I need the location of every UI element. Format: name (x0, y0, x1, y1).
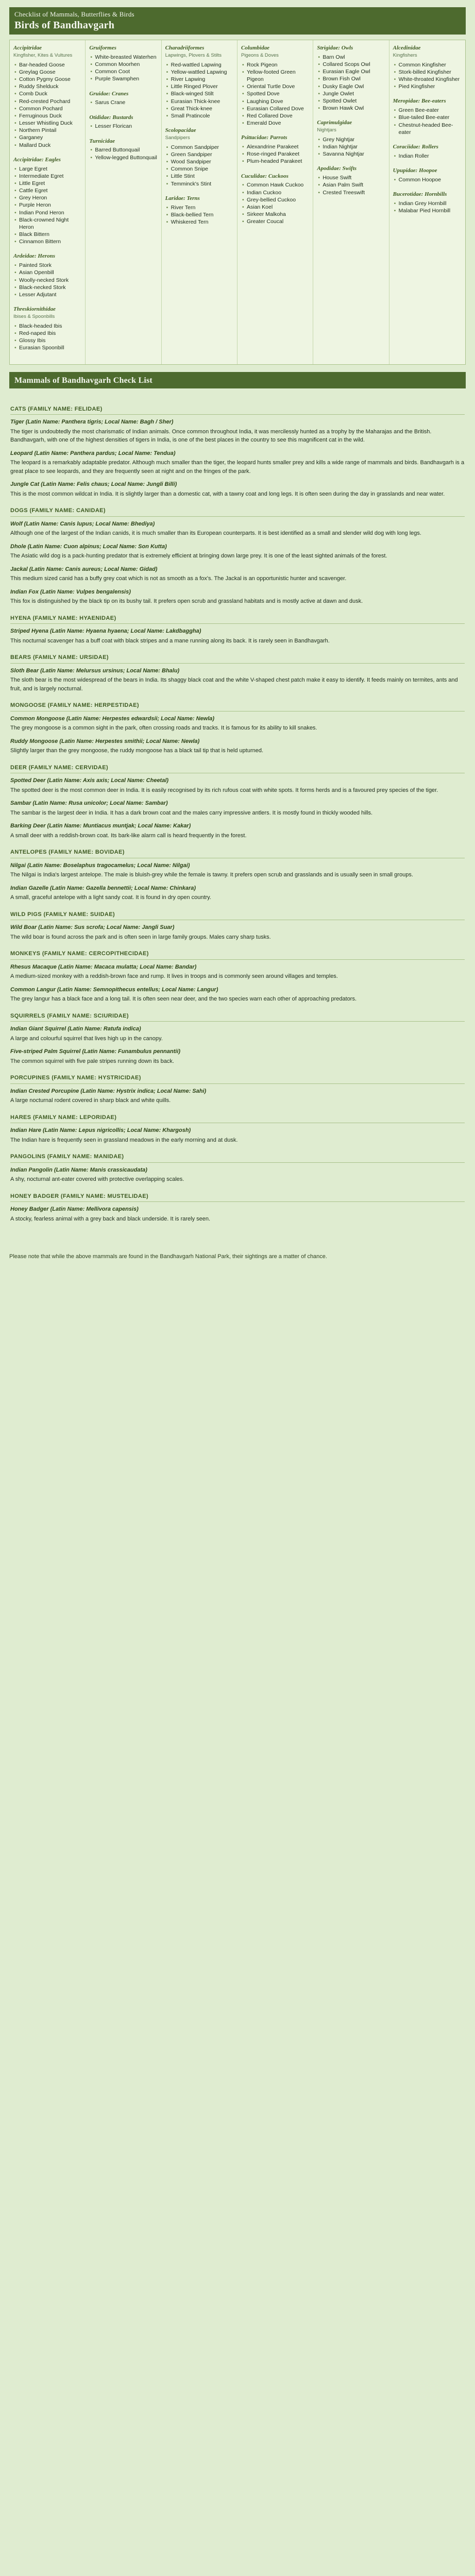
bird-family-title: Coraciidae: Rollers (393, 143, 438, 150)
bird-family-group (241, 134, 309, 165)
bird-family-group (317, 119, 385, 158)
bird-species-item: • Lesser Whistling Duck (13, 120, 81, 127)
bird-species-item: • Savanna Nightjar (317, 150, 385, 158)
bird-species-item: • Cattle Egret (13, 187, 81, 194)
bird-family-title: Accipitridae (13, 45, 42, 51)
species-name: Indian Hare (Latin Name: Lepus nigricollis; Local Name: Khargosh) (10, 1127, 191, 1133)
checklist-column (389, 40, 465, 364)
bird-species-item: • Asian Koel (241, 204, 309, 211)
bird-species-item: • Black-necked Stork (13, 284, 81, 291)
bird-family-subtitle: Sandpipers (165, 134, 190, 141)
bird-species-item: • Wood Sandpiper (165, 158, 233, 165)
species-description: This is the most common wildcat in India. It is slightly larger than a domestic cat, with a tawny coat and long legs. It is often seen during the day in grasslands and near water. (10, 490, 445, 497)
species-description: This fox is distinguished by the black tip on its bushy tail. It prefers open scrub and grassland habitats and is mostly active at dawn and dusk. (10, 598, 363, 604)
bird-family-group (13, 306, 81, 351)
bird-species-item: • Blue-tailed Bee-eater (393, 114, 462, 121)
bird-family-group (165, 195, 233, 226)
bird-species-item: • Indian Roller (393, 152, 462, 160)
bird-list (89, 99, 157, 106)
species-description: A shy, nocturnal ant-eater covered with protective overlapping scales. (10, 1176, 184, 1182)
bird-family-group (393, 167, 462, 183)
bird-family-group (13, 252, 81, 298)
bird-family-group (89, 90, 157, 107)
bird-family-group (89, 44, 157, 83)
family-heading: SQUIRRELS (FAMILY NAME: SCIURIDAE) (10, 1012, 465, 1022)
species-entry (10, 799, 465, 817)
bird-family-title: Strigidae: Owls (317, 45, 353, 51)
species-description: A large nocturnal rodent covered in sharp black and white quills. (10, 1097, 171, 1104)
bird-list (241, 143, 309, 165)
species-name: Sloth Bear (Latin Name: Melursus ursinus; Local Name: Bhalu) (10, 667, 180, 674)
species-name: Common Langur (Latin Name: Semnopithecus entellus; Local Name: Langur) (10, 986, 218, 993)
bird-list (393, 176, 462, 183)
bird-species-item: • Jungle Owlet (317, 90, 385, 97)
family-heading: WILD PIGS (FAMILY NAME: SUIDAE) (10, 910, 465, 921)
bird-family-group (393, 191, 462, 214)
bird-list (89, 146, 157, 161)
bird-list (317, 174, 385, 196)
bird-species-item: • Red-naped Ibis (13, 330, 81, 337)
bird-list (393, 200, 462, 214)
bird-species-item: • Laughing Dove (241, 98, 309, 105)
checklist-column (237, 40, 313, 364)
family-heading: ANTELOPES (FAMILY NAME: BOVIDAE) (10, 848, 465, 858)
species-entry (10, 627, 465, 645)
bird-family-group (393, 97, 462, 136)
bird-species-item: • Chestnut-headed Bee-eater (393, 122, 462, 136)
species-description: The leopard is a remarkably adaptable predator. Although much smaller than the tiger, the leopard hunts smaller prey and kills a wide range of mammals and birds. Bandhavgarh is a great place to see leopards, and they are frequently seen at night and on the fringes of the park. (10, 460, 465, 474)
species-description: This medium sized canid has a buffy grey coat which is not as smooth as a fox's. The Jackal is an opportunistic hunter and scavenger. (10, 575, 347, 582)
bird-species-item: • Alexandrine Parakeet (241, 143, 309, 150)
species-description: The sloth bear is the most widespread of the bears in India. Its shaggy black coat and the white V-shaped chest patch make it easy to identify. It feeds mainly on termites, ants and fruit, and is largely nocturnal. (10, 677, 458, 692)
species-name: Indian Pangolin (Latin Name: Manis crassicaudata) (10, 1166, 147, 1173)
species-name: Tiger (Latin Name: Panthera tigris; Local Name: Bagh / Sher) (10, 419, 174, 425)
species-name: Indian Fox (Latin Name: Vulpes bengalensis) (10, 588, 131, 595)
bird-species-item: • Black-bellied Tern (165, 211, 233, 218)
species-description: The Nilgai is India's largest antelope. The male is bluish-grey while the female is tawny. It prefers open scrub and grasslands and is usually seen in small groups. (10, 872, 413, 878)
species-entry (10, 1047, 465, 1065)
section-header (9, 372, 466, 388)
checklist-column (162, 40, 237, 364)
species-description: Although one of the largest of the Indian canids, it is much smaller than its European counterparts. It is best identified as a small and slender wild dog with long legs. (10, 530, 421, 536)
bird-species-item: • Plum-headed Parakeet (241, 158, 309, 165)
species-entry (10, 737, 465, 755)
bird-family-title: Gruiformes (89, 45, 116, 51)
bird-species-item: • Northern Pintail (13, 127, 81, 134)
family-heading: DOGS (FAMILY NAME: CANIDAE) (10, 506, 465, 517)
species-entry (10, 449, 465, 476)
bird-list (13, 165, 81, 246)
bird-species-item: • Garganey (13, 134, 81, 141)
bird-species-item: • Grey Heron (13, 194, 81, 201)
bird-list (89, 123, 157, 130)
bird-species-item: • Common Pochard (13, 105, 81, 112)
mammal-descriptions (9, 394, 466, 1244)
species-description: A small deer with a reddish-brown coat. Its bark-like alarm call is heard frequently in the forest. (10, 832, 247, 839)
species-entry (10, 1025, 465, 1043)
bird-family-title: Charadriiformes (165, 45, 205, 51)
bird-family-subtitle: Kingfishers (393, 52, 417, 58)
bird-list (241, 61, 309, 127)
bird-species-item: • Asian Openbill (13, 269, 81, 276)
species-description: A medium-sized monkey with a reddish-brown face and rump. It lives in troops and is commonly seen around villages and temples. (10, 973, 338, 979)
bird-species-item: • Dusky Eagle Owl (317, 83, 385, 90)
species-entry (10, 418, 465, 445)
bird-species-item: • Crested Treeswift (317, 189, 385, 196)
bird-species-item: • Barred Buttonquail (89, 146, 157, 154)
bird-family-subtitle: Nightjars (317, 127, 336, 133)
species-name: Barking Deer (Latin Name: Muntiacus muntjak; Local Name: Kakar) (10, 823, 191, 829)
species-description: A stocky, fearless animal with a grey back and black underside. It is rarely seen. (10, 1215, 211, 1222)
bird-family-subtitle: Pigeons & Doves (241, 52, 279, 58)
species-entry (10, 986, 465, 1004)
bird-checklist (9, 40, 466, 365)
bird-species-item: • Cinnamon Bittern (13, 238, 81, 245)
bird-species-item: • Purple Heron (13, 201, 81, 209)
bird-species-item: • Cotton Pygmy Goose (13, 76, 81, 83)
bird-species-item: • Indian Cuckoo (241, 189, 309, 196)
bird-family-subtitle: Lapwings, Plovers & Stilts (165, 52, 222, 58)
bird-species-item: • Lesser Florican (89, 123, 157, 130)
species-entry (10, 1087, 465, 1105)
bird-family-title: Ardeidae: Herons (13, 253, 55, 260)
bird-family-title: Caprimulgidae (317, 120, 352, 126)
bird-list (13, 323, 81, 352)
bird-family-title: Upupidae: Hoopoe (393, 167, 437, 174)
species-description: This nocturnal scavenger has a buff coat with black stripes and a mane running along its back. It is rarely seen in Bandhavgarh. (10, 637, 330, 644)
family-heading: HARES (FAMILY NAME: LEPORIDAE) (10, 1113, 465, 1124)
species-description: The Indian hare is frequently seen in grassland meadows in the early morning and at dusk. (10, 1137, 238, 1143)
bird-species-item: • Eurasian Eagle Owl (317, 68, 385, 75)
bird-species-item: • Eurasian Collared Dove (241, 105, 309, 112)
bird-family-group (317, 44, 385, 112)
bird-family-title: Threskiornithidae (13, 306, 56, 313)
species-name: Leopard (Latin Name: Panthera pardus; Local Name: Tendua) (10, 450, 176, 456)
species-description: The wild boar is found across the park and is often seen in large family groups. Males carry sharp tusks. (10, 934, 271, 940)
species-entry (10, 822, 465, 840)
bird-species-item: • Yellow-footed Green Pigeon (241, 69, 309, 83)
species-name: Spotted Deer (Latin Name: Axis axis; Local Name: Cheetal) (10, 777, 169, 784)
bird-family-group (241, 173, 309, 226)
bird-species-item: • Black-winged Stilt (165, 90, 233, 97)
bird-list (165, 61, 233, 120)
species-name: Indian Giant Squirrel (Latin Name: Ratufa indica) (10, 1026, 141, 1032)
bird-species-item: • Comb Duck (13, 90, 81, 97)
bird-list (393, 152, 462, 160)
bird-family-group (165, 127, 233, 188)
bird-species-item: • Black-headed Ibis (13, 323, 81, 330)
bird-list (13, 262, 81, 298)
bird-species-item: • Rock Pigeon (241, 61, 309, 69)
family-heading: HYENA (FAMILY NAME: HYAENIDAE) (10, 614, 465, 624)
bird-species-item: • Common Sandpiper (165, 144, 233, 151)
bird-species-item: • Intermediate Egret (13, 173, 81, 180)
bird-species-item: • Brown Fish Owl (317, 75, 385, 82)
species-name: Honey Badger (Latin Name: Mellivora capensis) (10, 1206, 139, 1212)
bird-list (165, 144, 233, 188)
species-name: Five-striped Palm Squirrel (Latin Name: Funambulus pennantii) (10, 1048, 181, 1055)
checklist-column (86, 40, 161, 364)
species-description: A large and colourful squirrel that lives high up in the canopy. (10, 1035, 163, 1042)
species-name: Striped Hyena (Latin Name: Hyaena hyaena; Local Name: Lakdbaggha) (10, 628, 201, 634)
species-entry (10, 963, 465, 981)
species-name: Jungle Cat (Latin Name: Felis chaus; Local Name: Jungli Billi) (10, 481, 177, 487)
bird-list (317, 54, 385, 112)
checklist-title: Checklist of Mammals, Butterflies & Birds (14, 10, 134, 18)
bird-species-item: • Large Egret (13, 165, 81, 173)
bird-species-item: • Barn Owl (317, 54, 385, 61)
bird-species-item: • Ruddy Shelduck (13, 83, 81, 90)
bird-family-group (13, 156, 81, 246)
family-heading: PORCUPINES (FAMILY NAME: HYSTRICIDAE) (10, 1074, 465, 1084)
species-entry (10, 1166, 465, 1184)
bird-species-item: • Emerald Dove (241, 120, 309, 127)
bird-species-item: • Temminck's Stint (165, 180, 233, 188)
species-name: Indian Crested Porcupine (Latin Name: Hystrix indica; Local Name: Sahi) (10, 1088, 207, 1094)
bird-species-item: • Little Stint (165, 173, 233, 180)
bird-species-item: • Small Pratincole (165, 112, 233, 120)
bird-species-item: • Purple Swamphen (89, 75, 157, 82)
bird-species-item: • Eurasian Spoonbill (13, 344, 81, 351)
species-entry (10, 715, 465, 733)
bird-family-subtitle: Ibises & Spoonbills (13, 314, 55, 319)
family-heading: CATS (FAMILY NAME: FELIDAE) (10, 405, 465, 415)
bird-family-title: Alcedinidae (393, 45, 421, 51)
bird-species-item: • Pied Kingfisher (393, 83, 462, 90)
species-entry (10, 543, 465, 561)
species-name: Ruddy Mongoose (Latin Name: Herpestes smithii; Local Name: Newla) (10, 738, 200, 744)
bird-species-item: • Greater Coucal (241, 218, 309, 225)
bird-species-item: • White-throated Kingfisher (393, 76, 462, 83)
bird-family-group (317, 165, 385, 196)
species-entry (10, 923, 465, 941)
bird-species-item: • Indian Grey Hornbill (393, 200, 462, 207)
bird-family-title: Turnicidae (89, 138, 115, 144)
species-name: Wild Boar (Latin Name: Sus scrofa; Local Name: Jangli Suar) (10, 924, 175, 930)
species-description: The grey langur has a black face and a long tail. It is often seen near deer, and the two species warn each other of approaching predators. (10, 996, 357, 1002)
bird-family-group (241, 44, 309, 127)
species-description: The common squirrel with five pale stripes running down its back. (10, 1058, 174, 1064)
bird-list (89, 54, 157, 83)
species-name: Indian Gazelle (Latin Name: Gazella bennettii; Local Name: Chinkara) (10, 885, 196, 891)
bird-family-group (393, 143, 462, 160)
bird-family-title: Bucerotidae: Hornbills (393, 191, 447, 197)
species-name: Rhesus Macaque (Latin Name: Macaca mulatta; Local Name: Bandar) (10, 963, 197, 970)
bird-species-item: • Indian Pond Heron (13, 209, 81, 216)
bird-species-item: • Indian Nightjar (317, 143, 385, 150)
bird-list (165, 204, 233, 226)
bird-family-title: Gruidae: Cranes (89, 90, 129, 97)
bird-species-item: • Black-crowned Night Heron (13, 216, 81, 231)
bird-species-item: • Whiskered Tern (165, 218, 233, 226)
bird-species-item: • Stork-billed Kingfisher (393, 69, 462, 76)
species-description: A small, graceful antelope with a light sandy coat. It is found in dry open country. (10, 894, 211, 901)
bird-species-item: • Sirkeer Malkoha (241, 211, 309, 218)
bird-species-item: • Yellow-legged Buttonquail (89, 154, 157, 161)
family-heading: DEER (FAMILY NAME: CERVIDAE) (10, 764, 465, 774)
bird-species-item: • Spotted Owlet (317, 97, 385, 105)
bird-family-title: Cuculidae: Cuckoos (241, 173, 289, 179)
bird-species-item: • Malabar Pied Hornbill (393, 207, 462, 214)
bird-species-item: • Asian Palm Swift (317, 181, 385, 189)
family-heading: BEARS (FAMILY NAME: URSIDAE) (10, 653, 465, 664)
bird-species-item: • Green Sandpiper (165, 151, 233, 158)
species-entry (10, 667, 465, 693)
species-description: The tiger is undoubtedly the most charismatic of Indian animals. Once common throughout India, it was mercilessly hunted as a trophy by the Maharajas and the British. Bandhavgarh, with one of the highest densities of tigers in India, is one of the best places in the country to see this magnificent cat in the wild. (10, 428, 432, 443)
bird-family-group (13, 44, 81, 149)
bird-family-group (393, 44, 462, 90)
bird-species-item: • Collared Scops Owl (317, 61, 385, 68)
species-entry (10, 1205, 465, 1223)
species-entry (10, 1126, 465, 1144)
bird-family-group (89, 114, 157, 130)
species-entry (10, 480, 465, 498)
bird-family-title: Apodidae: Swifts (317, 165, 357, 172)
bird-species-item: • Common Hawk Cuckoo (241, 181, 309, 189)
bird-species-item: • Common Hoopoe (393, 176, 462, 183)
bird-species-item: • Yellow-wattled Lapwing (165, 69, 233, 76)
bird-family-title: Columbidae (241, 45, 269, 51)
bird-family-group (89, 138, 157, 161)
bird-species-item: • Eurasian Thick-knee (165, 98, 233, 105)
bird-species-item: • Glossy Ibis (13, 337, 81, 344)
species-entry (10, 565, 465, 583)
bird-family-title: Laridae: Terns (165, 195, 200, 201)
bird-list (317, 136, 385, 158)
bird-species-item: • Sarus Crane (89, 99, 157, 106)
bird-species-item: • River Lapwing (165, 76, 233, 83)
species-entry (10, 861, 465, 879)
bird-species-item: • Ferruginous Duck (13, 112, 81, 120)
bird-species-item: • Painted Stork (13, 262, 81, 269)
family-heading: PANGOLINS (FAMILY NAME: MANIDAE) (10, 1153, 465, 1163)
species-entry (10, 588, 465, 606)
species-name: Jackal (Latin Name: Canis aureus; Local Name: Gidad) (10, 566, 158, 572)
bird-species-item: • Grey-bellied Cuckoo (241, 196, 309, 204)
family-heading: MONGOOSE (FAMILY NAME: HERPESTIDAE) (10, 701, 465, 711)
species-name: Sambar (Latin Name: Rusa unicolor; Local Name: Sambar) (10, 800, 168, 806)
bird-species-item: • Great Thick-knee (165, 105, 233, 112)
family-heading: MONKEYS (FAMILY NAME: CERCOPITHECIDAE) (10, 950, 465, 960)
bird-species-item: • Common Snipe (165, 165, 233, 173)
bird-list (393, 61, 462, 91)
bird-species-item: • Lesser Adjutant (13, 291, 81, 298)
bird-species-item: • Little Ringed Plover (165, 83, 233, 90)
bird-family-title: Otididae: Bustards (89, 114, 133, 121)
checklist-column (313, 40, 389, 364)
bird-species-item: • Woolly-necked Stork (13, 277, 81, 284)
bird-species-item: • Mallard Duck (13, 142, 81, 149)
bird-family-subtitle: Kingfisher, Kites & Vultures (13, 52, 73, 58)
bird-species-item: • Common Coot (89, 68, 157, 75)
bird-species-item: • Little Egret (13, 180, 81, 187)
species-name: Nilgai (Latin Name: Boselaphus tragocamelus; Local Name: Nilgai) (10, 862, 190, 869)
bird-list (393, 107, 462, 136)
species-entry (10, 776, 465, 794)
bird-family-title: Psittacidae: Parrots (241, 134, 287, 141)
bird-species-item: • Greylag Goose (13, 69, 81, 76)
bird-species-item: • Oriental Turtle Dove (241, 83, 309, 90)
species-description: Slightly larger than the grey mongoose, the ruddy mongoose has a black tail tip that is held upturned. (10, 748, 264, 754)
species-entry (10, 520, 465, 538)
bird-species-item: • Bar-headed Goose (13, 61, 81, 69)
species-description: The grey mongoose is a common sight in the park, often crossing roads and tracks. It is famous for its ability to kill snakes. (10, 725, 317, 731)
species-name: Dhole (Latin Name: Cuon alpinus; Local Name: Son Kutta) (10, 543, 167, 550)
checklist-column (10, 40, 86, 364)
bird-species-item: • Common Kingfisher (393, 61, 462, 69)
bird-family-title: Scolopacidae (165, 127, 196, 134)
bird-species-item: • White-breasted Waterhen (89, 54, 157, 61)
bird-family-title: Accipitridae: Eagles (13, 156, 61, 163)
species-description: The sambar is the largest deer in India. It has a dark brown coat and the males carry impressive antlers. It is mostly found in thickly wooded hills. (10, 809, 373, 816)
bird-list (241, 181, 309, 225)
species-entry (10, 884, 465, 902)
species-name: Wolf (Latin Name: Canis lupus; Local Name: Bhediya) (10, 520, 155, 527)
bird-family-title: Meropidae: Bee-eaters (393, 98, 446, 105)
page-title: Birds of Bandhavgarh (14, 20, 115, 31)
family-heading: HONEY BADGER (FAMILY NAME: MUSTELIDAE) (10, 1192, 465, 1202)
bird-species-item: • Black Bittern (13, 231, 81, 238)
bird-species-item: • Brown Hawk Owl (317, 105, 385, 112)
bird-species-item: • River Tern (165, 204, 233, 211)
bird-species-item: • Common Moorhen (89, 61, 157, 68)
bird-family-group (165, 44, 233, 120)
bird-species-item: • Rose-ringed Parakeet (241, 150, 309, 158)
bird-species-item: • Green Bee-eater (393, 107, 462, 114)
bird-species-item: • Red-wattled Lapwing (165, 61, 233, 69)
bird-species-item: • Spotted Dove (241, 90, 309, 97)
species-description: The Asiatic wild dog is a pack-hunting predator that is extremely efficient at bringing down large prey. It is one of the least sighted animals of the forest. (10, 553, 387, 559)
bird-species-item: • Grey Nightjar (317, 136, 385, 143)
bird-species-item: • Red-crested Pochard (13, 98, 81, 105)
species-description: The spotted deer is the most common deer in India. It is easily recognised by its rich rufous coat with white spots. It forms herds and is a favoured prey species of the tiger. (10, 787, 438, 793)
species-name: Common Mongoose (Latin Name: Herpestes edwardsii; Local Name: Newla) (10, 715, 215, 722)
page-header (9, 7, 466, 35)
section-title: Mammals of Bandhavgarh Check List (14, 376, 152, 385)
footnote: Please note that while the above mammals are found in the Bandhavgarh National Park, their sightings are a matter of chance. (9, 1253, 327, 1260)
bird-species-item: • Red Collared Dove (241, 112, 309, 120)
bird-species-item: • House Swift (317, 174, 385, 181)
bird-list (13, 61, 81, 149)
